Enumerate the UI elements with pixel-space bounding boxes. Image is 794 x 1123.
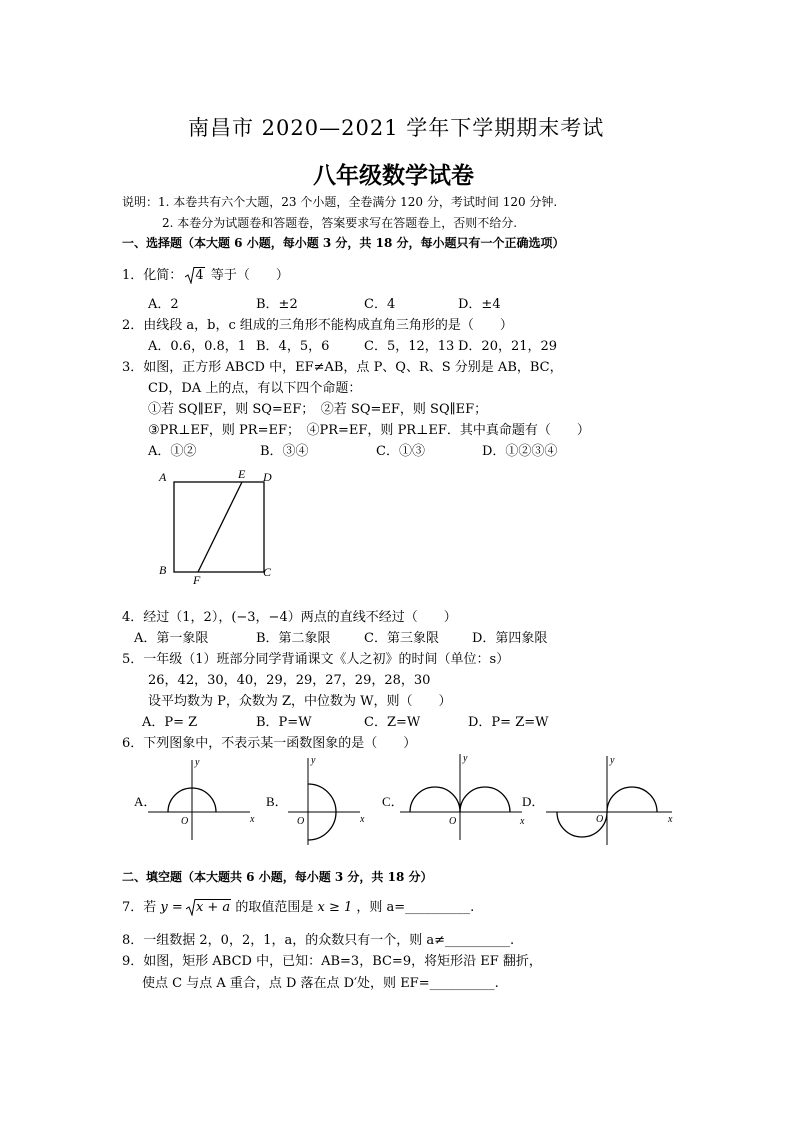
q5-data-values: 26，42，30，40，29，29，27，29，28，30 <box>148 673 431 688</box>
q6-graphs <box>120 750 690 850</box>
q7-sqrt-expression <box>187 900 231 915</box>
paper-subtitle: 八年级数学试卷 <box>313 163 474 189</box>
q2-option-d[interactable]: D．20，21，29 <box>458 339 558 354</box>
graph-c-curve-right <box>460 787 510 812</box>
q3-option-b[interactable]: B．③④ <box>260 444 309 459</box>
q5-option-b[interactable]: B．P=W <box>256 715 312 730</box>
graph-a[interactable] <box>134 757 255 840</box>
graph-d-label: D． <box>522 794 545 809</box>
q7-suffix: ，则 a=__________. <box>356 900 475 915</box>
q1-prefix: 1．化简： <box>122 268 183 283</box>
graph-c[interactable] <box>382 753 525 840</box>
graph-d-x-label: x <box>668 814 673 825</box>
q7-expression-lhs: y = <box>160 900 183 915</box>
q3-square-figure <box>150 462 290 587</box>
graph-b-y-label: y <box>311 755 316 766</box>
q1-option-d[interactable]: D．±4 <box>458 297 501 312</box>
radical-sign-icon <box>185 266 195 284</box>
q4-option-a[interactable]: A．第一象限 <box>134 631 209 646</box>
q2-option-b[interactable]: B．4，5，6 <box>256 339 330 354</box>
question-3-line-1: 3．如图，正方形 ABCD 中，EF≠AB，点 P、Q、R、S 分别是 AB，BC， <box>122 360 563 375</box>
graph-b-label: B． <box>266 794 288 809</box>
q5-option-c[interactable]: C．Z=W <box>364 715 421 730</box>
graph-d-origin: O <box>596 814 604 825</box>
instructions-line-2: 2. 本卷分为试题卷和答题卷，答案要求写在答题卷上，否则不给分. <box>162 216 518 230</box>
graph-a-origin: O <box>181 816 189 827</box>
label-b: B <box>159 563 167 577</box>
label-f: F <box>193 573 201 587</box>
question-7 <box>122 896 474 915</box>
graph-c-label: C． <box>382 794 404 809</box>
question-6: 6．下列图象中，不表示某一函数图象的是（ ） <box>122 736 417 751</box>
q2-option-c[interactable]: C．5，12，13 <box>364 339 455 354</box>
q1-radicand: 4 <box>195 268 204 283</box>
question-3-line-4: ③PR⊥EF，则 PR=EF； ④PR=EF，则 PR⊥EF．其中真命题有（ ） <box>148 423 590 438</box>
q3-option-a[interactable]: A．①② <box>148 444 197 459</box>
question-3-line-3: ①若 SQ∥EF，则 SQ=EF； ②若 SQ=EF，则 SQ∥EF； <box>148 402 488 417</box>
graph-a-x-label: x <box>250 814 255 825</box>
question-9-line-2: 使点 C 与点 A 重合，点 D 落在点 D′处，则 EF=__________. <box>142 976 499 991</box>
graph-c-curve-left <box>410 787 460 812</box>
q5-option-d[interactable]: D．P= Z=W <box>468 715 549 730</box>
q1-option-a[interactable]: A．2 <box>148 297 179 312</box>
q3-option-c[interactable]: C．①③ <box>376 444 425 459</box>
q7-mid: 的取值范围是 <box>235 900 314 915</box>
instructions-line-1: 说明：1. 本卷共有六个大题，23 个小题，全卷满分 120 分，考试时间 120 分钟. <box>122 195 558 209</box>
question-1 <box>122 264 289 283</box>
graph-a-label: A． <box>134 794 157 809</box>
graph-b-x-label: x <box>360 814 365 825</box>
q5-option-a[interactable]: A．P= Z <box>142 715 198 730</box>
q4-option-b[interactable]: B．第二象限 <box>256 631 331 646</box>
graph-a-y-label: y <box>195 757 200 768</box>
q7-radicand: x + a <box>195 900 231 915</box>
q4-option-c[interactable]: C．第三象限 <box>364 631 439 646</box>
graph-b-origin: O <box>297 816 305 827</box>
section-heading-fill-in: 二、填空题（本大题共 6 小题，每小题 3 分，共 18 分） <box>122 870 433 884</box>
graph-b[interactable] <box>266 755 365 845</box>
q5-line-3: 设平均数为 P，众数为 Z，中位数为 W，则（ ） <box>148 694 452 709</box>
label-c: C <box>263 565 272 579</box>
radical-sign-icon <box>186 898 196 916</box>
square-abcd <box>174 482 264 572</box>
q1-option-b[interactable]: B．±2 <box>256 297 298 312</box>
label-d: D <box>263 470 272 484</box>
segment-ef <box>198 482 242 572</box>
label-e: E <box>238 467 246 481</box>
section-heading-choice: 一、选择题（本大题 6 小题，每小题 3 分，共 18 分，每小题只有一个正确选项） <box>122 236 565 250</box>
question-3-line-2: CD，DA 上的点，有以下四个命题： <box>148 381 362 396</box>
page-title: 南昌市 2020—2021 学年下学期期末考试 <box>188 116 605 140</box>
question-9-line-1: 9．如图，矩形 ABCD 中，已知：AB=3，BC=9，将矩形沿 EF 翻折， <box>122 954 542 969</box>
q1-suffix: 等于（ ） <box>210 268 289 283</box>
question-8: 8．一组数据 2，0，2，1，a，的众数只有一个，则 a≠__________. <box>122 933 515 948</box>
q2-option-a[interactable]: A．0.6，0.8，1 <box>148 339 247 354</box>
graph-d-curve-right <box>607 787 657 812</box>
graph-d-y-label: y <box>610 755 615 766</box>
q4-option-d[interactable]: D．第四象限 <box>472 631 548 646</box>
sqrt-expression <box>186 268 204 283</box>
graph-c-y-label: y <box>463 753 468 764</box>
graph-d[interactable] <box>522 755 673 845</box>
graph-c-x-label: x <box>520 816 525 827</box>
q1-option-c[interactable]: C．4 <box>364 297 396 312</box>
question-2: 2．由线段 a，b，c 组成的三角形不能构成直角三角形的是（ ） <box>122 318 513 333</box>
label-a: A <box>159 470 167 484</box>
q7-prefix: 7．若 <box>122 900 157 915</box>
question-5: 5．一年级（1）班部分同学背诵课文《人之初》的时间（单位：s） <box>122 652 510 667</box>
question-4: 4．经过（1，2），(−3，−4）两点的直线不经过（ ） <box>122 610 457 625</box>
graph-c-origin: O <box>449 816 457 827</box>
q3-option-d[interactable]: D．①②③④ <box>482 444 558 459</box>
q7-condition: x ≥ 1 <box>317 900 353 915</box>
